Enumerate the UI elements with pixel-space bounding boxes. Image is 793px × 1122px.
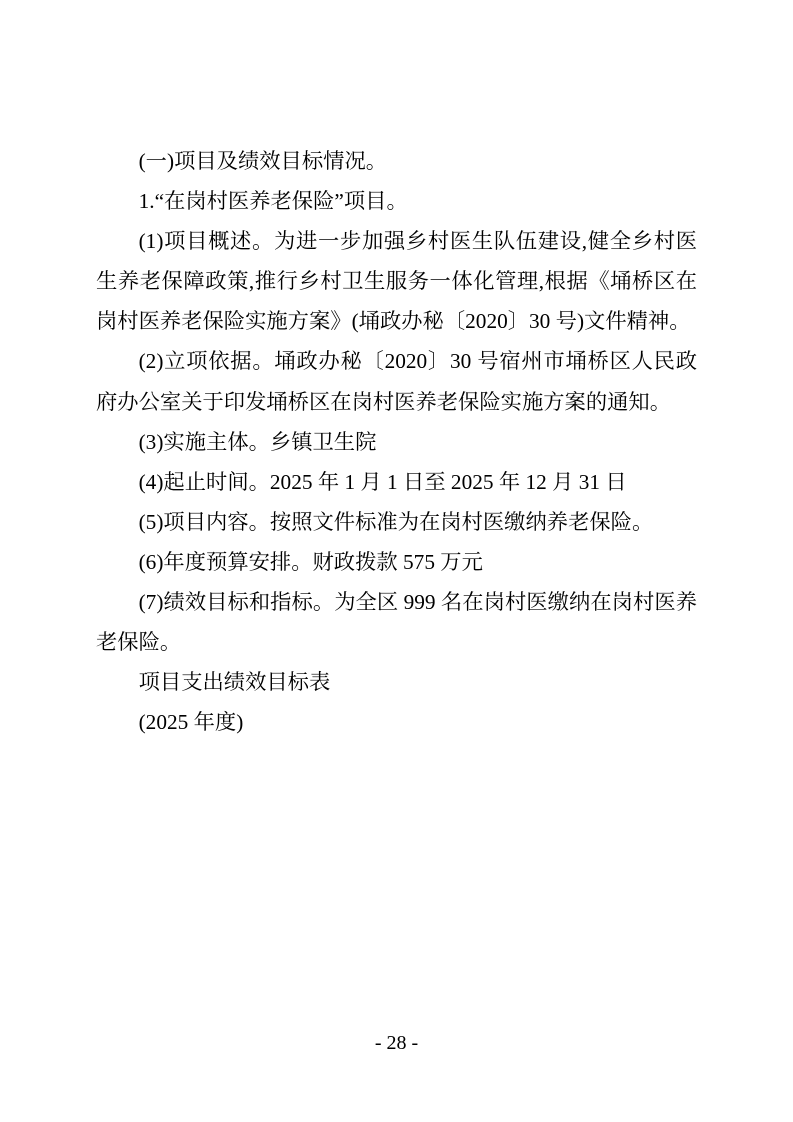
project-content: (5)项目内容。按照文件标准为在岗村医缴纳养老保险。 — [138, 509, 654, 534]
document-body — [96, 141, 697, 742]
project-overview: (1)项目概述。为进一步加强乡村医生队伍建设,健全乡村医生养老保障政策,推行乡村卫生服务一体化管理,根据《埇桥区在岗村医养老保险实施方案》(埇政办秘〔2020〕30 号)文件精神。 — [96, 229, 697, 334]
section-heading: (一)项目及绩效目标情况。 — [138, 149, 388, 173]
table-year: (2025 年度) — [138, 710, 244, 735]
project-title: 1.“在岗村医养老保险”项目。 — [138, 189, 408, 214]
project-basis: (2)立项依据。埇政办秘〔2020〕30 号宿州市埇桥区人民政府办公室关于印发埇桥区在岗村医养老保险实施方案的通知。 — [96, 349, 697, 414]
project-duration: (4)起止时间。2025 年 1 月 1 日至 2025 年 12 月 31 日 — [138, 469, 627, 494]
annual-budget: (6)年度预算安排。财政拨款 575 万元 — [138, 549, 483, 574]
performance-target: (7)绩效目标和指标。为全区 999 名在岗村医缴纳在岗村医养老保险。 — [96, 590, 697, 655]
table-title: 项目支出绩效目标表 — [138, 670, 331, 695]
page-number: - 28 - — [374, 1032, 419, 1054]
implementing-entity: (3)实施主体。乡镇卫生院 — [138, 429, 377, 454]
